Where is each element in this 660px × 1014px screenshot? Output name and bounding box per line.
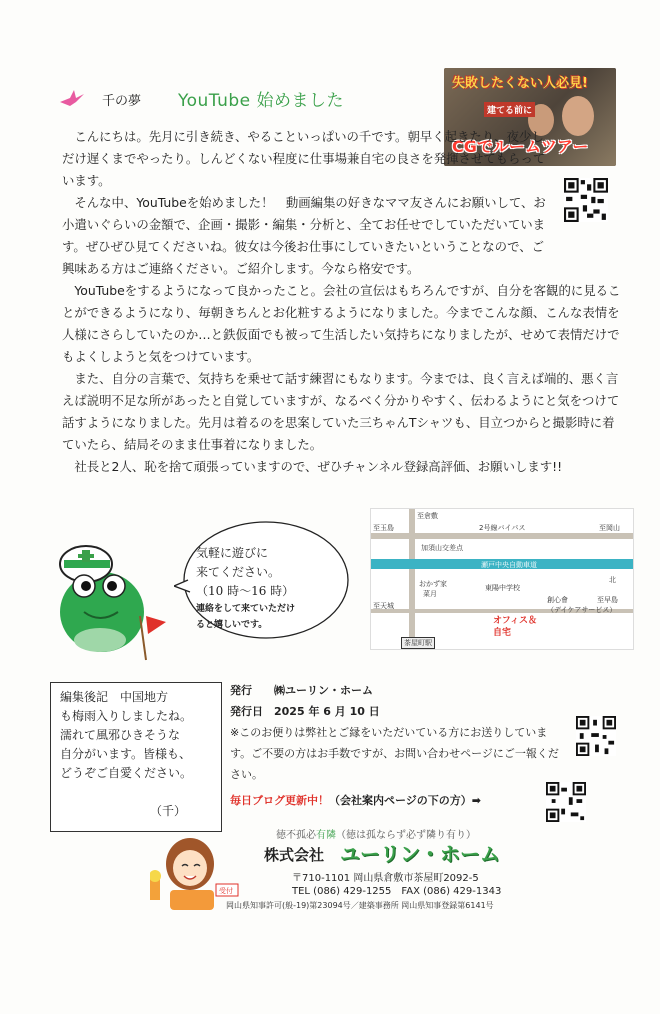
contact-qr-code-icon[interactable] [576, 716, 616, 756]
map-label: 至玉島 [373, 524, 394, 532]
thumbnail-subline: 建てる前に [484, 102, 535, 117]
blog-link[interactable] [230, 792, 481, 808]
issuer-label: 発行 [230, 684, 252, 697]
map-label: 加須山交差点 [421, 544, 463, 552]
article-body [62, 126, 622, 478]
motto-accent: 有隣 [316, 830, 336, 841]
blog-qr-code-icon[interactable] [546, 782, 586, 822]
frog-mascot-icon [34, 520, 184, 670]
map-label: 菜月 [423, 590, 437, 598]
map-label: 至天城 [373, 602, 394, 610]
map-label: 創心會 [547, 596, 568, 604]
publisher-info [230, 680, 570, 785]
blog-link-hint: （会社案内ページの下の方）➡ [329, 794, 481, 807]
company-address [292, 872, 501, 898]
road [409, 509, 415, 649]
issuer: ㈱ユーリン・ホーム [274, 684, 373, 697]
map-label: 2号線バイパス [479, 524, 526, 532]
editor-line: 自分がいます。皆様も、 [60, 747, 192, 761]
motto-reading: （徳は孤ならず必ず隣り有り） [336, 830, 476, 841]
bubble-note: ると嬉しいです。 [196, 620, 268, 630]
map-label: 東陽中学校 [485, 584, 520, 592]
editor-line: 編集後記 中国地方 [60, 690, 169, 704]
receptionist-illustration-icon [150, 830, 242, 910]
editor-line: 濡れて風邪ひきそうな [60, 728, 181, 742]
access-map[interactable] [370, 508, 634, 650]
origami-crane-icon [60, 88, 84, 108]
map-label: おかず家 [419, 580, 447, 588]
bubble-line: 気軽に遊びに [196, 546, 269, 560]
open-hours: （10 時〜16 時） [196, 584, 295, 598]
blog-link-text: 毎日ブログ更新中！ [230, 794, 329, 807]
thumbnail-headline: 失敗したくない人必見! [452, 76, 588, 91]
north-icon: 北 [609, 576, 616, 584]
bubble-note: 連絡をして来ていただけ [196, 604, 296, 614]
company-type: 株式会社 [264, 846, 325, 864]
station-label: 茶屋町駅 [401, 637, 435, 649]
office-marker: 自宅 [493, 628, 512, 638]
section-label: 千の夢 [102, 94, 142, 109]
editor-signature: （千） [150, 804, 187, 818]
editor-note [60, 688, 220, 783]
reception-tag: 受付 [219, 887, 233, 895]
map-label: 至岡山 [599, 524, 620, 532]
mailing-note: ※このお便りは弊社とご縁をいただいている方にお送りしています。ご不要の方はお手数ですが、お問い合わせページにご一報ください。 [230, 726, 559, 781]
map-label: 瀬戸中央自動車道 [481, 561, 537, 569]
postal-address: 〒710-1101 岡山県倉敷市茶屋町2092-5 [292, 873, 479, 884]
paragraph: そんな中、YouTubeを始めました！ 動画編集の好きなママ友さんにお願いして、お小遣いぐらいの金額で、企画・撮影・編集・分析と、全てお任せでしていただいています。ぜひぜひ見てくださいね。彼女は今後お仕事にしていきたいということなので、ご興味ある方はご連絡ください。ご紹介します。今なら格安です。 [62, 195, 546, 276]
page-title: YouTube 始めました [178, 91, 345, 111]
date-label: 発行日 [230, 705, 263, 718]
map-label: （デイケアサービス） [547, 606, 617, 614]
bubble-text [196, 544, 346, 633]
company-logo: ユーリン・ホーム [340, 842, 500, 866]
paragraph: 社長と2人、恥を捨て頑張っていますので、ぜひチャンネル登録高評価、お願いします!! [74, 459, 563, 474]
issue-date: 2025 年 6 月 10 日 [274, 705, 380, 718]
office-marker: オフィス＆ [493, 616, 538, 626]
thumbnail-caption: CGでルームツアー [452, 137, 589, 156]
bubble-line: 来てください。 [196, 565, 281, 579]
license-info: 岡山県知事許可(般-19)第23094号／建築事務所 岡山県知事登録第6141号 [226, 901, 494, 910]
paragraph: YouTubeをするようになって良かったこと。会社の宣伝はもちろんですが、自分を客観的に見ることができるようになり、毎朝きちんとお化粧するようになりました。今までこんな顔、こんな表情を人様にさらしていたのか…と鉄仮面でも被って生活したい気持ちになりましたが、せめて表情だけでもよくしようと気をつけています。 [62, 283, 621, 364]
paragraph: こんにちは。先月に引き続き、やることいっぱいの千です。朝早く起きたり、夜少しだけ遅くまでやったり。しんどくない程度に仕事場兼自宅の良さを発揮させてもらっています。 [62, 129, 546, 188]
phone-fax: TEL (086) 429-1255 FAX (086) 429-1343 [292, 886, 502, 897]
editor-line: どうぞご自愛ください。 [60, 766, 193, 780]
motto-text: 徳不孤必 [276, 830, 316, 841]
map-label: 至早島 [597, 596, 618, 604]
paragraph: また、自分の言葉で、気持ちを乗せて話す練習にもなります。今までは、良く言えば端的、悪く言えば説明不足な所があったと自覚していますが、なるべく分かりやすく、伝わるようにと気をつけて話すようになりました。先月は着るのを思案していた三ちゃんTシャツも、目立つからと撮影時に着ていたら、結局そのまま仕事着になりました。 [62, 371, 620, 452]
map-label: 至倉敷 [417, 512, 438, 520]
editor-line: も梅雨入りしましたね。 [60, 709, 193, 723]
